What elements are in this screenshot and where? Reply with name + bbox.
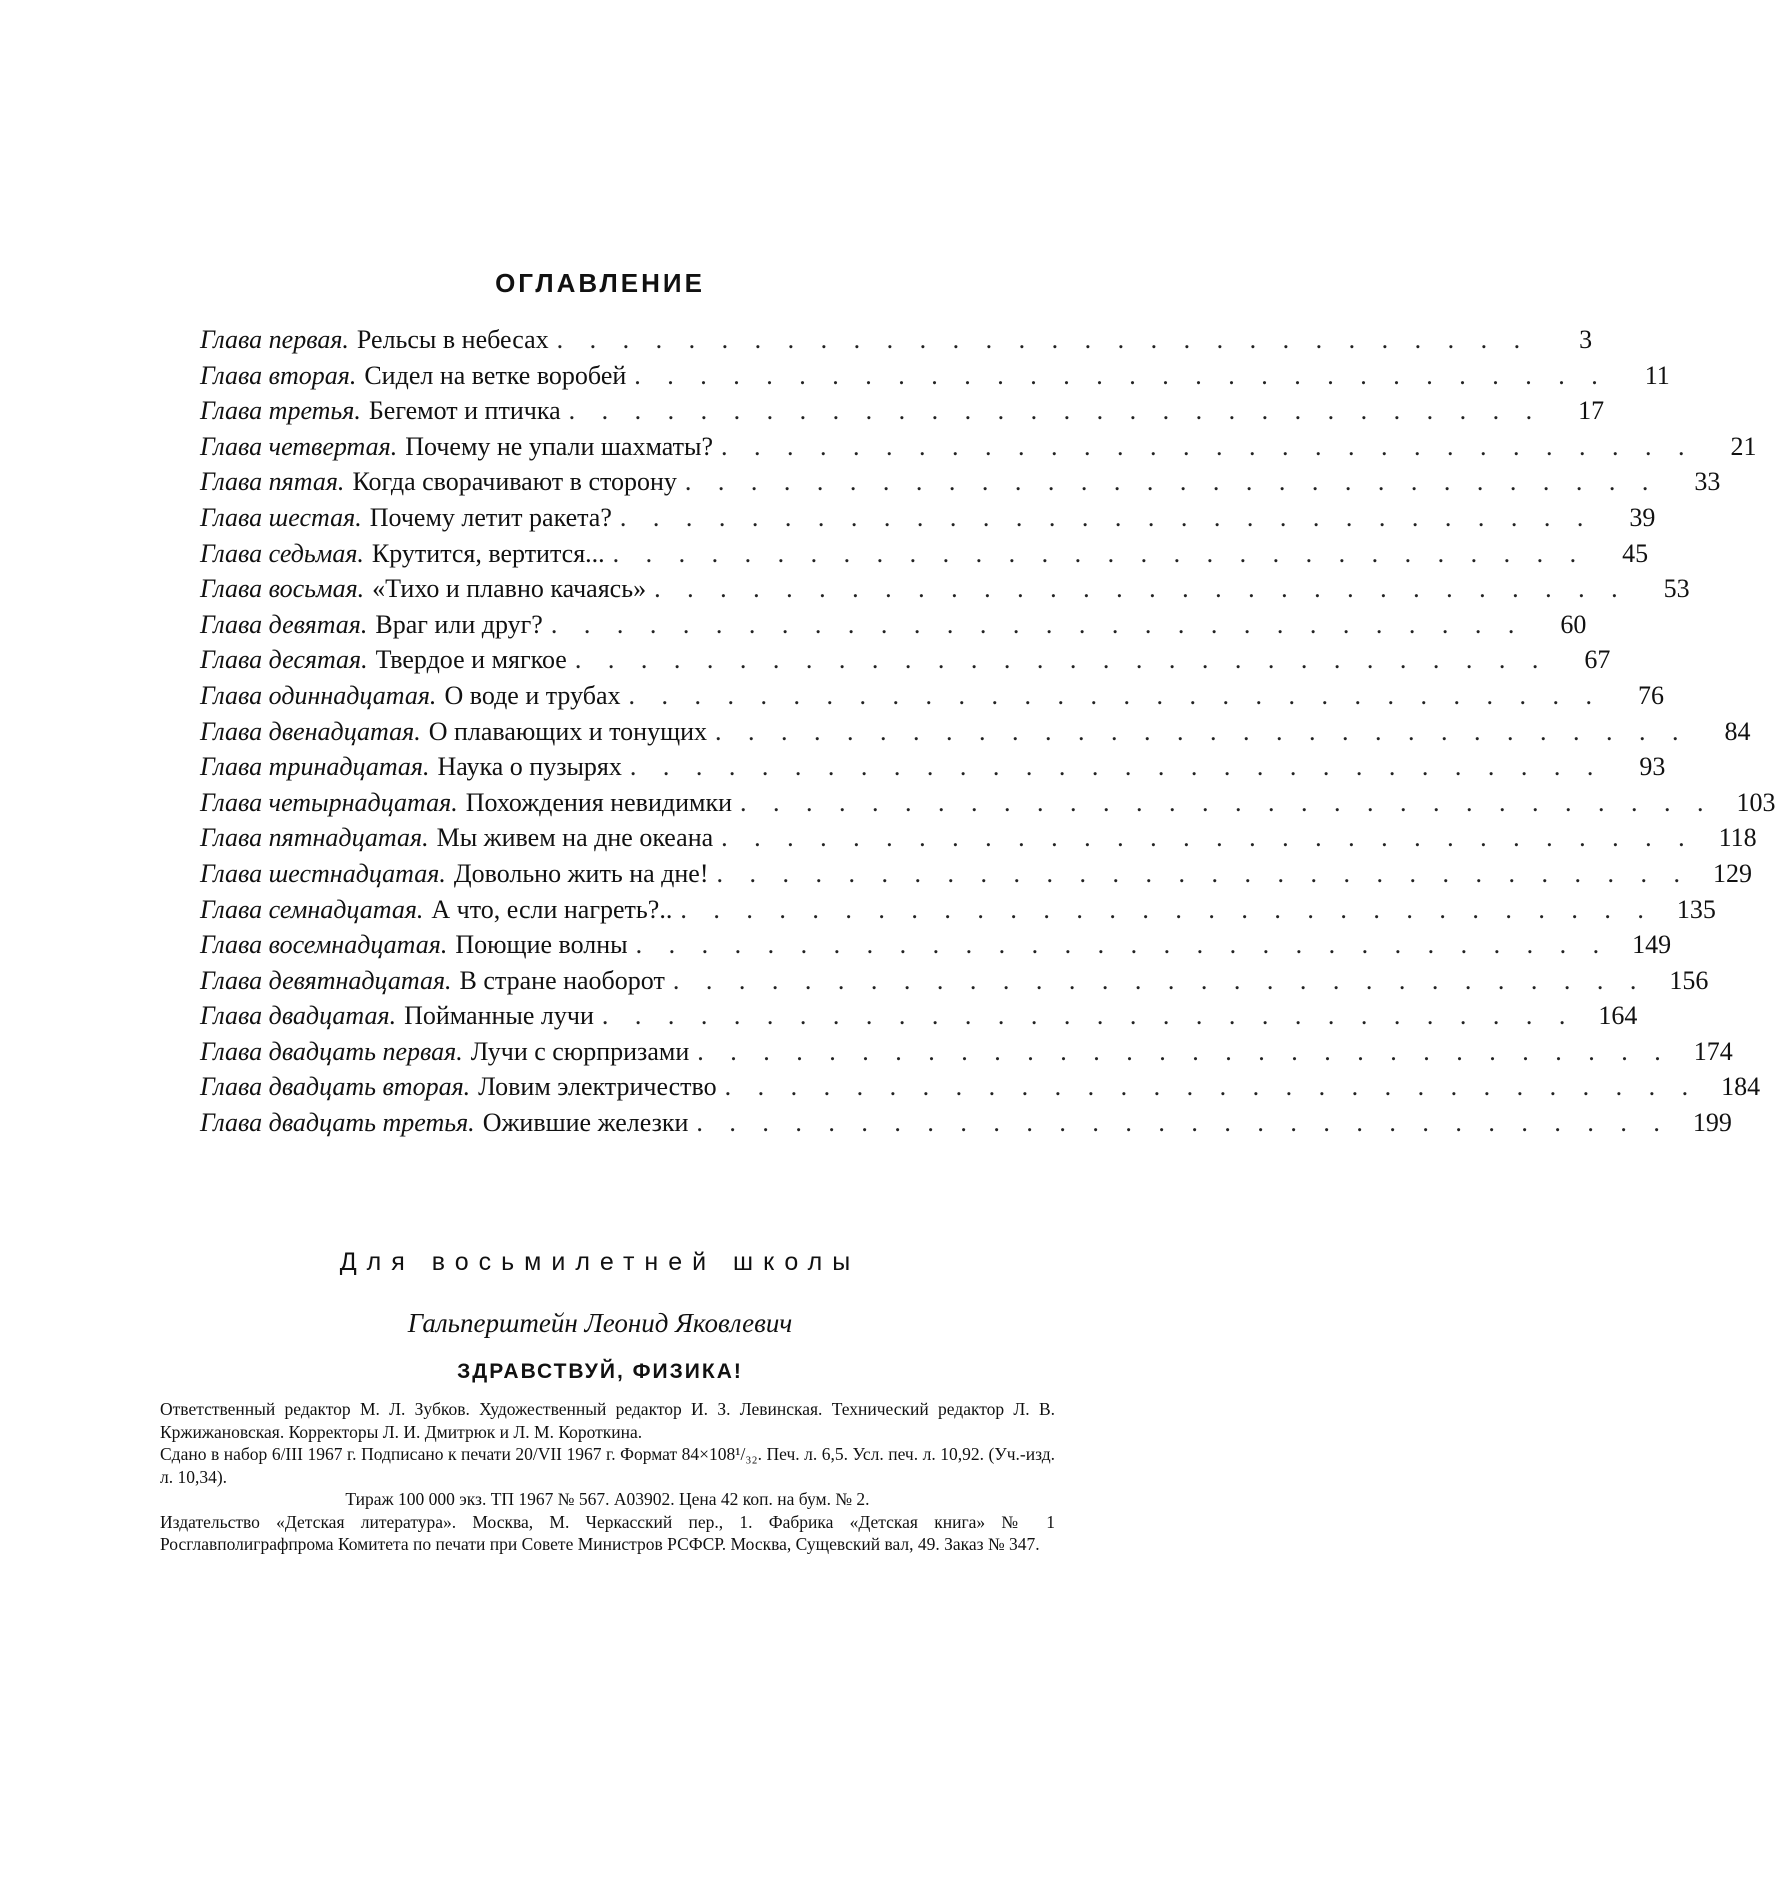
- toc-chapter-label: Глава восьмая.: [200, 574, 365, 604]
- toc-dot-leader: . . . . . . . . . . . . . . . . . . . . . . . . . . . . . .: [697, 1036, 1671, 1066]
- toc-entry: [200, 1034, 1733, 1070]
- toc-entry: [200, 820, 1757, 856]
- toc-entry: [200, 714, 1751, 750]
- toc-chapter-label: Глава тринадцатая.: [200, 752, 430, 782]
- toc-entry: [200, 678, 1665, 714]
- toc-page-number: 174: [1693, 1036, 1733, 1066]
- toc-dot-leader: . . . . . . . . . . . . . . . . . . . . . . . . . . . . . .: [721, 823, 1695, 853]
- toc-page-number: 93: [1639, 752, 1666, 782]
- imprint-editors: Ответственный редактор М. Л. Зубков. Художественный редактор И. З. Левинская. Технический редактор Л. В. Кржижановская. Корректоры Л. И. Дмитрюк и Л. М. Короткина.: [160, 1399, 1055, 1442]
- toc-dot-leader: . . . . . . . . . . . . . . . . . . . . . . . . . . . . . .: [680, 894, 1654, 924]
- toc-list: [200, 322, 1776, 1141]
- toc-dot-leader: . . . . . . . . . . . . . . . . . . . . . . . . . . . . . .: [684, 467, 1659, 497]
- toc-entry-title: Враг или друг?: [375, 609, 543, 639]
- toc-page-number: 129: [1713, 858, 1752, 888]
- toc-dot-leader: . . . . . . . . . . . . . . . . . . . . . . . . . . . . . .: [716, 858, 1690, 888]
- toc-chapter-label: Глава девятнадцатая.: [200, 965, 452, 995]
- toc-entry: [200, 856, 1752, 892]
- toc-page-number: 149: [1632, 930, 1672, 960]
- author-name: Гальперштейн Леонид Яковлевич: [407, 1308, 793, 1338]
- toc-entry-title: Бегемот и птичка: [368, 396, 561, 426]
- toc-page-number: 164: [1598, 1001, 1638, 1031]
- toc-entry: [200, 642, 1611, 678]
- toc-entry: [200, 998, 1638, 1034]
- toc-page-number: 17: [1578, 396, 1605, 426]
- imprint-publisher: Издательство «Детская литература». Москва, М. Черкасский пер., 1. Фабрика «Детская книга» № 1 Росглавполиграфпрома Комитета по печати при Совете Министров РСФСР. Москва, Сущевский вал, 49. Заказ № 347.: [160, 1511, 1055, 1554]
- toc-entry: [200, 1105, 1732, 1141]
- toc-dot-leader: . . . . . . . . . . . . . . . . . . . . . . . . . . . . . .: [634, 360, 1608, 390]
- toc-entry-title: Ловим электричество: [478, 1072, 717, 1102]
- imprint-block: [160, 1398, 1055, 1556]
- toc-entry: [200, 322, 1593, 358]
- toc-chapter-label: Глава двадцать вторая.: [200, 1072, 471, 1102]
- toc-entry-title: Крутится, вертится...: [371, 538, 605, 568]
- toc-entry-title: Рельсы в небесах: [356, 325, 549, 354]
- toc-chapter-label: Глава двадцать первая.: [200, 1036, 463, 1066]
- toc-dot-leader: . . . . . . . . . . . . . . . . . . . . . . . . . . . . . .: [672, 965, 1647, 995]
- toc-chapter-label: Глава одиннадцатая.: [200, 680, 437, 710]
- toc-chapter-label: Глава вторая.: [200, 360, 357, 390]
- toc-chapter-label: Глава девятая.: [200, 609, 368, 639]
- toc-dot-leader: . . . . . . . . . . . . . . . . . . . . . . . . . . . . . .: [574, 645, 1549, 675]
- imprint-circulation: Тираж 100 000 экз. ТП 1967 № 567. А03902. Цена 42 коп. на бум. № 2.: [345, 1489, 870, 1509]
- toc-dot-leader: . . . . . . . . . . . . . . . . . . . . . . . . . . . . . .: [556, 325, 1531, 354]
- toc-entry: [200, 429, 1757, 465]
- toc-entry: [200, 927, 1672, 963]
- toc-entry-title: О плавающих и тонущих: [428, 716, 708, 746]
- toc-entry-title: О воде и трубах: [444, 680, 621, 710]
- toc-entry-title: Наука о пузырях: [437, 752, 622, 782]
- toc-dot-leader: . . . . . . . . . . . . . . . . . . . . . . . . . . . . . .: [740, 787, 1714, 817]
- toc-entry-title: Ожившие железки: [482, 1108, 689, 1138]
- toc-chapter-label: Глава первая.: [200, 325, 349, 354]
- toc-chapter-label: Глава двенадцатая.: [200, 716, 421, 746]
- toc-dot-leader: . . . . . . . . . . . . . . . . . . . . . . . . . . . . . .: [721, 431, 1695, 461]
- toc-entry: [200, 1069, 1761, 1105]
- toc-dot-leader: . . . . . . . . . . . . . . . . . . . . . . . . . . . . . .: [635, 930, 1610, 960]
- toc-page-number: 184: [1721, 1072, 1761, 1102]
- toc-entry-title: Сидел на ветке воробей: [364, 360, 627, 390]
- toc-page-number: 21: [1730, 431, 1757, 461]
- toc-entry-title: Пойманные лучи: [404, 1001, 594, 1031]
- toc-chapter-label: Глава шестнадцатая.: [200, 858, 446, 888]
- toc-chapter-label: Глава пятнадцатая.: [200, 823, 429, 853]
- toc-dot-leader: . . . . . . . . . . . . . . . . . . . . . . . . . . . . . .: [601, 1001, 1576, 1031]
- toc-dot-leader: . . . . . . . . . . . . . . . . . . . . . . . . . . . . . .: [550, 609, 1525, 639]
- book-title: ЗДРАВСТВУЙ, ФИЗИКА!: [457, 1360, 743, 1383]
- toc-page-number: 39: [1629, 502, 1656, 532]
- toc-chapter-label: Глава семнадцатая.: [200, 894, 424, 924]
- toc-page-number: 156: [1669, 965, 1709, 995]
- toc-dot-leader: . . . . . . . . . . . . . . . . . . . . . . . . . . . . . .: [628, 680, 1603, 710]
- toc-page-number: 53: [1663, 574, 1690, 604]
- toc-heading: ОГЛАВЛЕНИЕ: [495, 268, 705, 298]
- toc-page-number: 45: [1622, 538, 1649, 568]
- toc-dot-leader: . . . . . . . . . . . . . . . . . . . . . . . . . . . . . .: [629, 752, 1604, 782]
- toc-entry-title: Поющие волны: [455, 930, 628, 960]
- toc-entry: [200, 358, 1670, 394]
- toc-dot-leader: . . . . . . . . . . . . . . . . . . . . . . . . . . . . . .: [568, 396, 1543, 426]
- toc-entry: [200, 571, 1690, 607]
- toc-page-number: 84: [1724, 716, 1751, 746]
- toc-dot-leader: . . . . . . . . . . . . . . . . . . . . . . . . . . . . . .: [612, 538, 1587, 568]
- toc-page-number: 67: [1584, 645, 1611, 675]
- toc-chapter-label: Глава восемнадцатая.: [200, 930, 448, 960]
- toc-page-number: 76: [1638, 680, 1665, 710]
- toc-entry-title: Почему летит ракета?: [369, 502, 612, 532]
- toc-entry-title: А что, если нагреть?..: [431, 894, 673, 924]
- toc-dot-leader: . . . . . . . . . . . . . . . . . . . . . . . . . . . . . .: [715, 716, 1689, 746]
- toc-entry: [200, 785, 1776, 821]
- toc-dot-leader: . . . . . . . . . . . . . . . . . . . . . . . . . . . . . .: [619, 502, 1594, 532]
- toc-dot-leader: . . . . . . . . . . . . . . . . . . . . . . . . . . . . . .: [654, 574, 1628, 604]
- toc-chapter-label: Глава седьмая.: [200, 538, 364, 568]
- toc-chapter-label: Глава четырнадцатая.: [200, 787, 458, 817]
- toc-page-number: 33: [1694, 467, 1721, 497]
- toc-chapter-label: Глава двадцать третья.: [200, 1108, 475, 1138]
- toc-chapter-label: Глава десятая.: [200, 645, 368, 675]
- toc-dot-leader: . . . . . . . . . . . . . . . . . . . . . . . . . . . . . .: [724, 1072, 1699, 1102]
- toc-page-number: 135: [1676, 894, 1716, 924]
- toc-entry-title: Когда сворачивают в сторону: [352, 467, 677, 497]
- toc-chapter-label: Глава шестая.: [200, 502, 362, 532]
- toc-entry-title: В стране наоборот: [459, 965, 665, 995]
- toc-entry: [200, 464, 1721, 500]
- toc-entry-title: «Тихо и плавно качаясь»: [372, 574, 647, 604]
- toc-entry: [200, 963, 1709, 999]
- toc-entry: [200, 607, 1587, 643]
- toc-entry: [200, 536, 1649, 572]
- toc-chapter-label: Глава пятая.: [200, 467, 345, 497]
- toc-chapter-label: Глава двадцатая.: [200, 1001, 397, 1031]
- toc-page-number: 199: [1692, 1108, 1732, 1138]
- toc-entry-title: Почему не упали шахматы?: [405, 431, 713, 461]
- toc-entry-title: Похождения невидимки: [465, 787, 732, 817]
- toc-entry: [200, 892, 1716, 928]
- toc-page-number: 60: [1560, 609, 1587, 639]
- toc-entry-title: Мы живем на дне океана: [436, 823, 714, 853]
- toc-page-number: 118: [1718, 823, 1757, 853]
- toc-dot-leader: . . . . . . . . . . . . . . . . . . . . . . . . . . . . . .: [696, 1108, 1670, 1138]
- toc-entry: [200, 393, 1605, 429]
- toc-entry-title: Лучи с сюрпризами: [470, 1036, 690, 1066]
- toc-chapter-label: Глава четвертая.: [200, 431, 398, 461]
- toc-page-number: 103: [1736, 787, 1776, 817]
- toc-page-number: 3: [1579, 325, 1593, 354]
- toc-page-number: 11: [1644, 360, 1670, 390]
- toc-entry: [200, 749, 1666, 785]
- series-line: Для восьмилетней школы: [339, 1248, 861, 1276]
- toc-entry-title: Твердое и мягкое: [375, 645, 567, 675]
- imprint-print-details: Сдано в набор 6/III 1967 г. Подписано к печати 20/VII 1967 г. Формат 84×108¹/₃₂. Печ. л. 6,5. Усл. печ. л. 10,92. (Уч.-изд. л. 10,34).: [160, 1444, 1055, 1487]
- toc-entry-title: Довольно жить на дне!: [453, 858, 709, 888]
- toc-entry: [200, 500, 1656, 536]
- toc-chapter-label: Глава третья.: [200, 396, 361, 426]
